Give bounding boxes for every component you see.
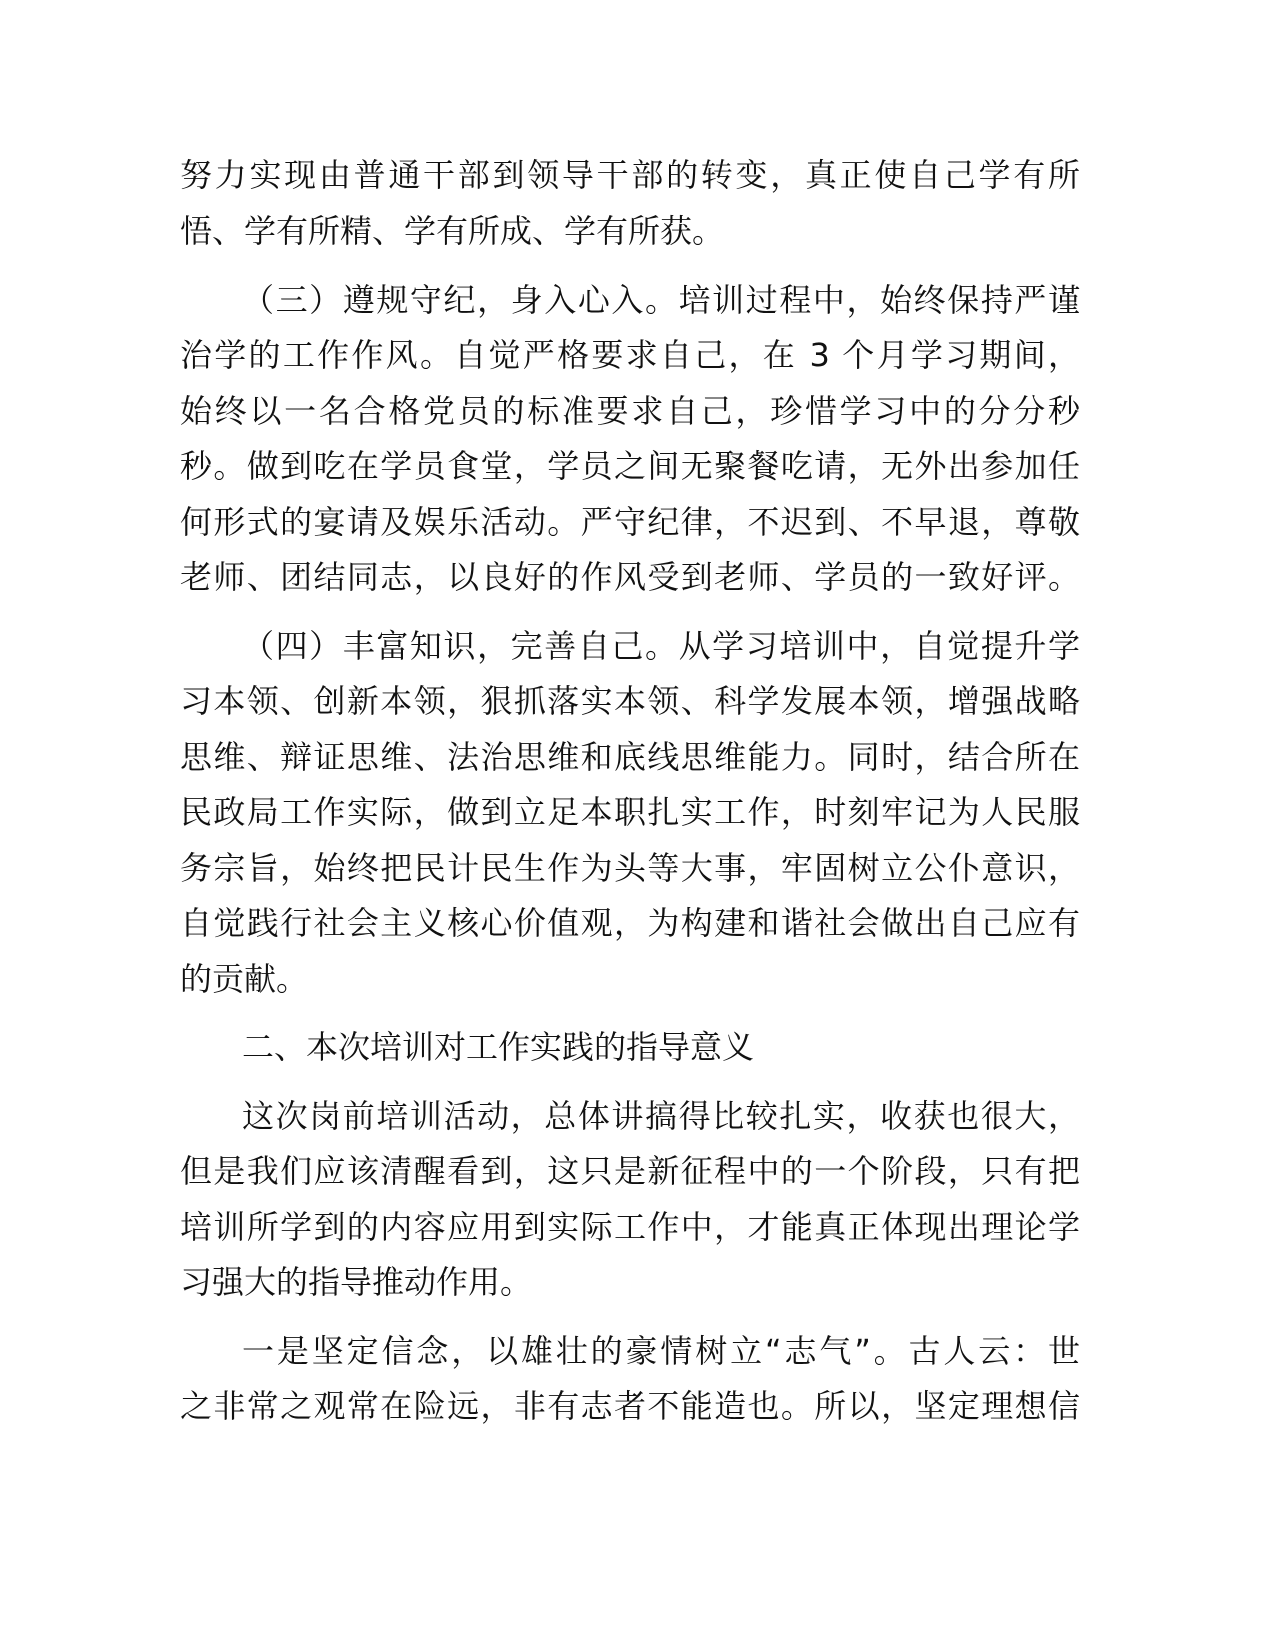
text-line: 悟、学有所精、学有所成、学有所获。 <box>180 212 725 250</box>
text-line: 这次岗前培训活动，总体讲搞得比较扎实，收获也很大， <box>242 1097 1080 1135</box>
text-line: 始终以一名合格党员的标准要求自己，珍惜学习中的分分秒 <box>180 392 1080 430</box>
text-line: 秒。做到吃在学员食堂，学员之间无聚餐吃请，无外出参加任 <box>180 447 1080 485</box>
text-line: 何形式的宴请及娱乐活动。严守纪律，不迟到、不早退，尊敬 <box>180 503 1080 541</box>
text-line: 但是我们应该清醒看到，这只是新征程中的一个阶段，只有把 <box>180 1152 1080 1190</box>
text-line: 治学的工作作风。自觉严格要求自己，在 3 个月学习期间， <box>180 336 1080 374</box>
text-line: 习本领、创新本领，狠抓落实本领、科学发展本领，增强战略 <box>180 682 1080 720</box>
text-line: 老师、团结同志，以良好的作风受到老师、学员的一致好评。 <box>180 558 1080 596</box>
text-line: （三）遵规守纪，身入心入。培训过程中，始终保持严谨 <box>242 281 1080 319</box>
text-line: （四）丰富知识，完善自己。从学习培训中，自觉提升学 <box>242 627 1080 665</box>
text-line: 一是坚定信念，以雄壮的豪情树立“志气”。古人云：世 <box>242 1332 1080 1370</box>
text-line: 务宗旨，始终把民计民生作为头等大事，牢固树立公仆意识， <box>180 849 1080 887</box>
text-line: 习强大的指导推动作用。 <box>180 1263 533 1301</box>
text-line: 的贡献。 <box>180 960 309 998</box>
text-line: 思维、辩证思维、法治思维和底线思维能力。同时，结合所在 <box>180 738 1080 776</box>
text-line: 培训所学到的内容应用到实际工作中，才能真正体现出理论学 <box>180 1208 1080 1246</box>
text-line: 自觉践行社会主义核心价值观，为构建和谐社会做出自己应有 <box>180 904 1080 942</box>
text-line: 民政局工作实际，做到立足本职扎实工作，时刻牢记为人民服 <box>180 793 1080 831</box>
text-line: 之非常之观常在险远，非有志者不能造也。所以，坚定理想信 <box>180 1387 1080 1425</box>
section-heading: 二、本次培训对工作实践的指导意义 <box>242 1028 755 1066</box>
text-line: 努力实现由普通干部到领导干部的转变，真正使自己学有所 <box>180 156 1080 194</box>
